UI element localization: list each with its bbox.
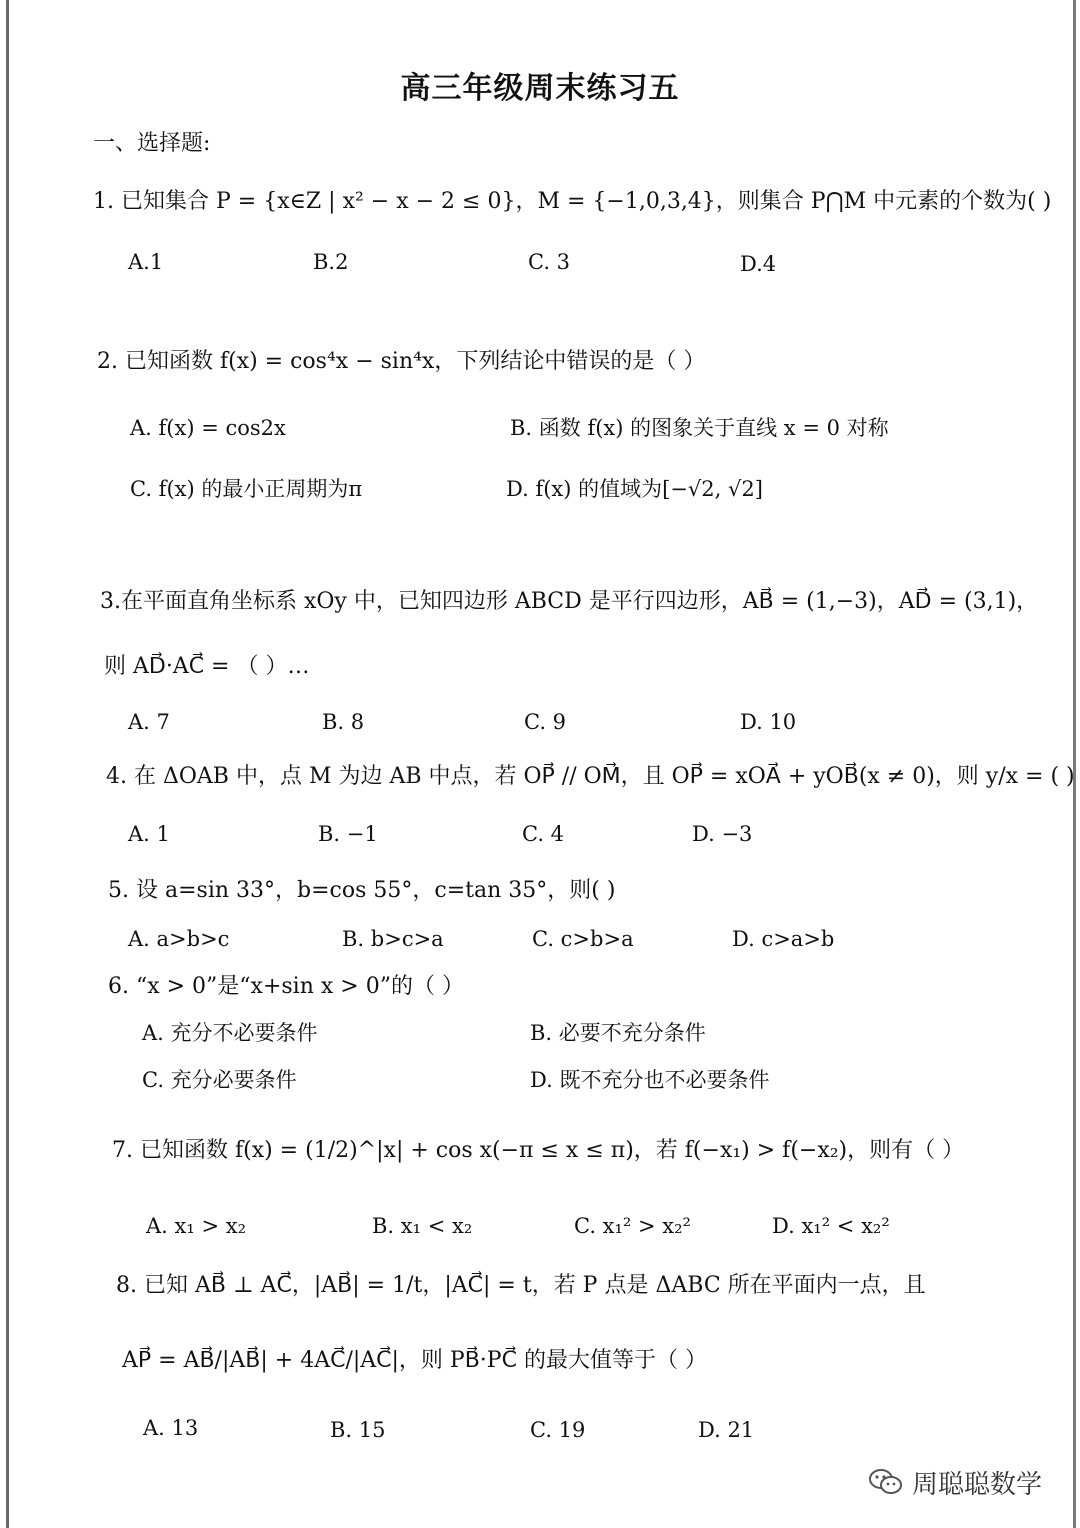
question-7-option-d: D. x₁² < x₂² <box>772 1214 890 1238</box>
question-2-option-b: B. 函数 f(x) 的图象关于直线 x = 0 对称 <box>510 416 889 440</box>
question-3-stem: 3.在平面直角坐标系 xOy 中，已知四边形 ABCD 是平行四边形，AB⃗ = (1,−3)，AD⃗ = (3,1)， <box>100 589 1039 614</box>
question-6-option-d: D. 既不充分也不必要条件 <box>530 1068 770 1092</box>
question-6-option-c: C. 充分必要条件 <box>142 1068 297 1092</box>
question-8-stem: 8. 已知 AB⃗ ⊥ AC⃗，|AB⃗| = 1/t，|AC⃗| = t，若 P 点是 ΔABC 所在平面内一点，且 <box>116 1273 926 1298</box>
question-3-option-a: A. 7 <box>128 710 170 734</box>
question-8-option-d: D. 21 <box>698 1418 755 1442</box>
question-1-option-c: C. 3 <box>528 250 571 274</box>
question-4-stem: 4. 在 ΔOAB 中，点 M 为边 AB 中点，若 OP⃗ // OM⃗，且 OP⃗ = xOA⃗ + yOB⃗(x ≠ 0)，则 y/x = ( ) <box>106 764 1075 789</box>
scan-border-left <box>6 0 9 1528</box>
question-4-option-b: B. −1 <box>318 822 378 846</box>
wechat-icon <box>868 1467 904 1497</box>
question-8-option-a: A. 13 <box>143 1416 199 1440</box>
question-3-stem-line2: 则 AD⃗·AC⃗ = （ ）… <box>104 654 310 679</box>
watermark <box>868 1462 1042 1502</box>
question-5-option-c: C. c>b>a <box>532 927 634 951</box>
section-heading: 一、选择题: <box>93 131 211 156</box>
question-7-option-b: B. x₁ < x₂ <box>372 1214 473 1238</box>
question-7-option-c: C. x₁² > x₂² <box>574 1214 691 1238</box>
question-2-option-d: D. f(x) 的值域为[−√2, √2] <box>506 477 763 501</box>
question-2-option-c: C. f(x) 的最小正周期为π <box>130 477 363 501</box>
question-5-option-d: D. c>a>b <box>732 927 835 951</box>
question-6-option-a: A. 充分不必要条件 <box>142 1021 318 1045</box>
question-5-stem: 5. 设 a=sin 33°，b=cos 55°，c=tan 35°，则( ) <box>108 878 616 903</box>
question-1-option-d: D.4 <box>740 252 777 276</box>
question-3-option-d: D. 10 <box>740 710 797 734</box>
question-1-option-a: A.1 <box>128 250 164 274</box>
question-1-option-b: B.2 <box>313 250 349 274</box>
question-7-stem: 7. 已知函数 f(x) = (1/2)^|x| + cos x(−π ≤ x ≤ π)，若 f(−x₁) > f(−x₂)，则有（ ） <box>112 1138 965 1163</box>
question-6-stem: 6. “x > 0”是“x+sin x > 0”的（ ） <box>108 974 464 999</box>
page-title: 高三年级周末练习五 <box>400 71 680 106</box>
question-5-option-b: B. b>c>a <box>342 927 444 951</box>
question-4-option-c: C. 4 <box>522 822 565 846</box>
watermark-text: 周聪聪数学 <box>912 1469 1043 1500</box>
question-7-option-a: A. x₁ > x₂ <box>146 1214 246 1238</box>
question-5-option-a: A. a>b>c <box>128 927 230 951</box>
question-3-option-b: B. 8 <box>322 710 365 734</box>
question-3-option-c: C. 9 <box>524 710 567 734</box>
question-6-option-b: B. 必要不充分条件 <box>530 1021 706 1045</box>
question-1-stem: 1. 已知集合 P = {x∈Z | x² − x − 2 ≤ 0}，M = {−1,0,3,4}，则集合 P⋂M 中元素的个数为( ) <box>93 189 1052 214</box>
question-4-option-d: D. −3 <box>692 822 753 846</box>
question-8-stem-line2: AP⃗ = AB⃗/|AB⃗| + 4AC⃗/|AC⃗|，则 PB⃗·PC⃗ 的最大值等于（ ） <box>122 1348 707 1373</box>
question-8-option-c: C. 19 <box>530 1418 586 1442</box>
question-2-option-a: A. f(x) = cos2x <box>130 416 286 440</box>
question-4-option-a: A. 1 <box>128 822 170 846</box>
question-8-option-b: B. 15 <box>330 1418 386 1442</box>
question-2-stem: 2. 已知函数 f(x) = cos⁴x − sin⁴x，下列结论中错误的是（ ） <box>97 349 706 374</box>
